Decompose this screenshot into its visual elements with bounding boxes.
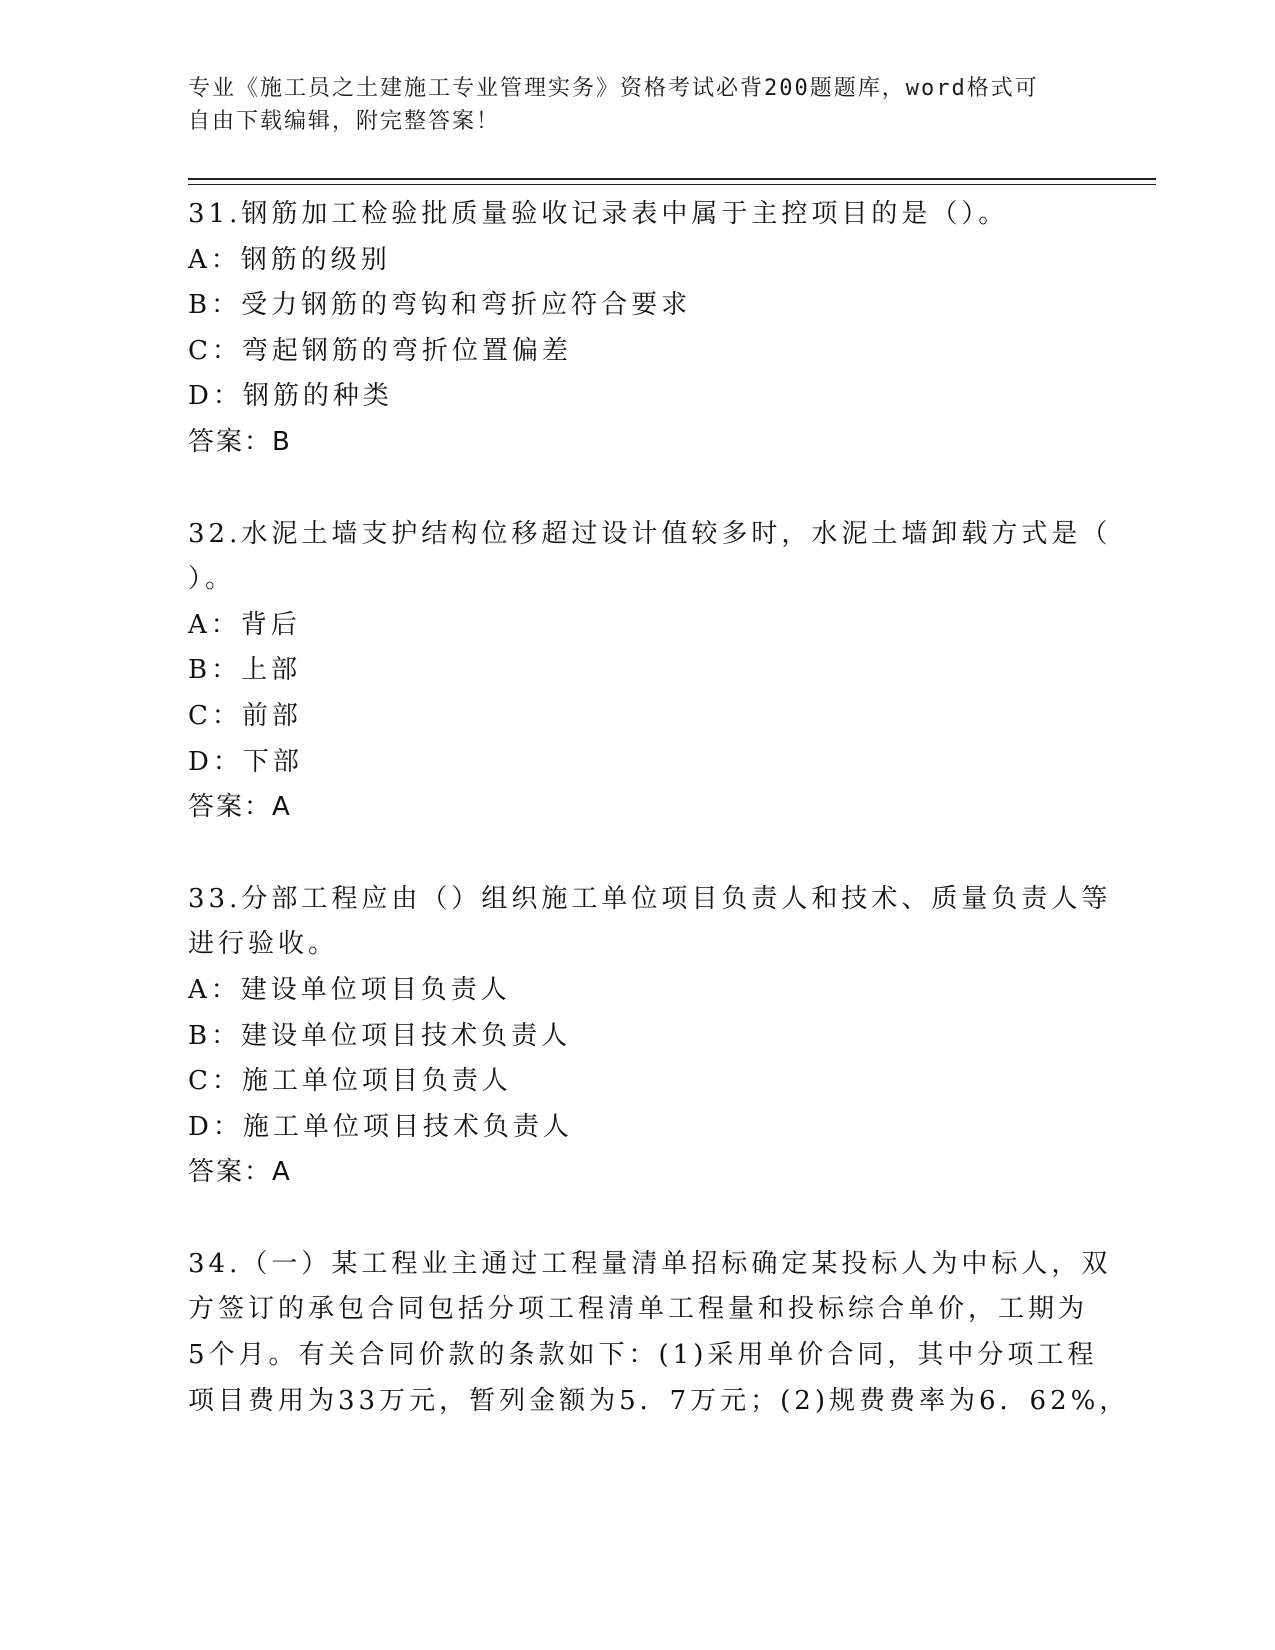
option-c: C：前部: [188, 700, 302, 731]
question-text-cont: 5个月。有关合同价款的条款如下：(1)采用单价合同，其中分项工程: [188, 1340, 1098, 1371]
question-text-cont: 进行验收。: [188, 929, 339, 960]
question-text-cont: 项目费用为33万元，暂列金额为5．7万元；(2)规费费率为6．62%，: [188, 1385, 1130, 1416]
question-text-cont: 方签订的承包合同包括分项工程清单工程量和投标综合单价，工期为: [188, 1294, 1089, 1325]
question-31: [188, 192, 1088, 466]
option-d: D：下部: [188, 746, 303, 777]
spacer: [188, 1196, 1088, 1242]
question-list: [188, 192, 1130, 1424]
question-text-cont: ）。: [188, 564, 236, 595]
option-a: A：背后: [188, 609, 301, 640]
answer: 答案：A: [188, 792, 292, 823]
option-c: C：弯起钢筋的弯折位置偏差: [188, 335, 572, 366]
option-b: B：建设单位项目技术负责人: [188, 1020, 572, 1051]
option-a: A：建设单位项目负责人: [188, 974, 511, 1005]
option-a: A：钢筋的级别: [188, 244, 391, 275]
option-c: C：施工单位项目负责人: [188, 1066, 512, 1097]
header-line-1: 专业《施工员之土建施工专业管理实务》资格考试必背200题题库，word格式可: [188, 76, 1039, 101]
question-34: [188, 1242, 1130, 1424]
question-32: [188, 512, 1112, 831]
question-text: 32.水泥土墙支护结构位移超过设计值较多时，水泥土墙卸载方式是（: [188, 518, 1112, 549]
spacer: [188, 831, 1088, 877]
option-d: D：钢筋的种类: [188, 381, 393, 412]
question-33: [188, 877, 1112, 1196]
question-text: 33.分部工程应由（）组织施工单位项目负责人和技术、质量负责人等: [188, 883, 1112, 914]
spacer: [188, 466, 1088, 512]
option-d: D：施工单位项目技术负责人: [188, 1111, 573, 1142]
option-b: B：受力钢筋的弯钩和弯折应符合要求: [188, 290, 692, 321]
header-divider-thick: [188, 178, 1156, 180]
question-text: 34.（一）某工程业主通过工程量清单招标确定某投标人为中标人，双: [188, 1248, 1112, 1279]
document-header: [188, 72, 1068, 138]
header-line-2: 自由下载编辑，附完整答案！: [188, 109, 501, 134]
answer: 答案：A: [188, 1157, 292, 1188]
question-text: 31.钢筋加工检验批质量验收记录表中属于主控项目的是（）。: [188, 199, 1009, 229]
answer: 答案：B: [188, 426, 292, 457]
option-b: B：上部: [188, 655, 302, 686]
header-divider-thin: [188, 184, 1156, 185]
